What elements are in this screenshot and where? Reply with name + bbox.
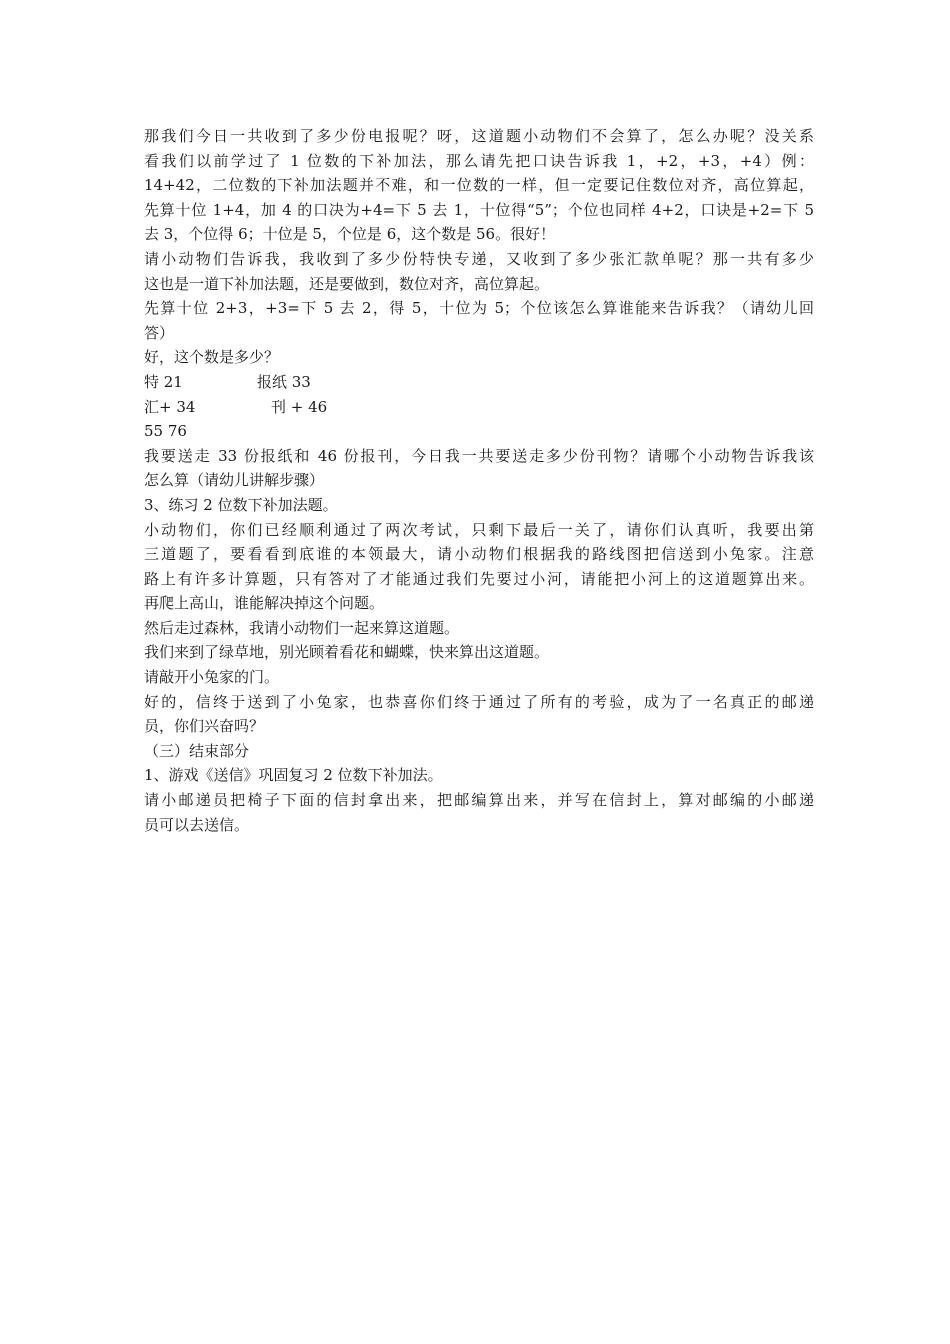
text-line: 看我们以前学过了 1 位数的下补加法，那么请先把口诀告诉我 1，+2，+3，+4）例： (144, 151, 814, 170)
table-cell: 汇+ 34 (144, 397, 196, 416)
text-line: 答） (144, 323, 175, 342)
text-line: 那我们今日一共收到了多少份电报呢？呀，这道题小动物们不会算了，怎么办呢？没关系 (144, 127, 814, 145)
text-line: 这也是一道下补加法题，还是要做到，数位对齐，高位算起。 (144, 274, 550, 293)
text-line: 三道题了，要看看到底谁的本领最大，请小动物们根据我的路线图把信送到小兔家。注意 (144, 545, 814, 564)
text-line: 先算十位 1+4，加 4 的口决为+4=下 5 去 1，十位得“5”；个位也同样 4+2，口诀是+2=下 5 (144, 200, 814, 219)
paragraph-block-2 (144, 419, 814, 837)
text-line: 请小动物们告诉我，我收到了多少份特快专递，又收到了多少张汇款单呢？那一共有多少 (144, 249, 814, 268)
table-row (144, 395, 814, 420)
text-line: 1、游戏《送信》巩固复习 2 位数下补加法。 (144, 766, 443, 785)
text-line: 去 3，个位得 6；十位是 5，个位是 6，这个数是 56。很好！ (144, 225, 556, 244)
text-line: 我们来到了绿草地，别光顾着看花和蝴蝶，快来算出这道题。 (144, 643, 550, 662)
text-line: 员，你们兴奋吗？ (144, 717, 265, 736)
text-line: 14+42，二位数的下补加法题并不难，和一位数的一样，但一定要记住数位对齐，高位算起， (144, 176, 814, 195)
number-table (144, 370, 814, 419)
paragraph-block-1 (144, 124, 814, 370)
text-line: 请敲开小兔家的门。 (144, 668, 280, 687)
table-row (144, 370, 814, 395)
text-line: 然后走过森林，我请小动物们一起来算这道题。 (144, 618, 460, 637)
text-line: 再爬上高山，谁能解决掉这个问题。 (144, 594, 385, 613)
text-line: 请小邮递员把椅子下面的信封拿出来，把邮编算出来，并写在信封上，算对邮编的小邮递 (144, 791, 814, 810)
text-line: 好的，信终于送到了小兔家，也恭喜你们终于通过了所有的考验，成为了一名真正的邮递 (144, 692, 814, 711)
text-line: 小动物们，你们已经顺利通过了两次考试，只剩下最后一关了，请你们认真听，我要出第 (144, 520, 814, 539)
text-line: 我要送走 33 份报纸和 46 份报刊，今日我一共要送走多少份刊物？请哪个小动物告诉我该 (144, 446, 814, 465)
text-line: 好，这个数是多少？ (144, 348, 280, 367)
table-cell: 特 21 (144, 372, 183, 391)
text-line: 员可以去送信。 (144, 815, 250, 834)
table-cell: 刊 + 46 (271, 397, 328, 416)
table-cell: 报纸 33 (257, 372, 311, 391)
text-line: 55 76 (144, 422, 187, 441)
text-line: 怎么算（请幼儿讲解步骤） (144, 471, 325, 490)
text-line: 3、练习 2 位数下补加法题。 (144, 495, 338, 514)
text-line: 路上有许多计算题，只有答对了才能通过我们先要过小河，请能把小河上的这道题算出来。 (144, 569, 814, 588)
text-line: （三）结束部分 (144, 741, 250, 760)
document-page (144, 124, 814, 837)
text-line: 先算十位 2+3，+3=下 5 去 2，得 5，十位为 5；个位该怎么算谁能来告诉我？（请幼儿回 (144, 299, 814, 318)
